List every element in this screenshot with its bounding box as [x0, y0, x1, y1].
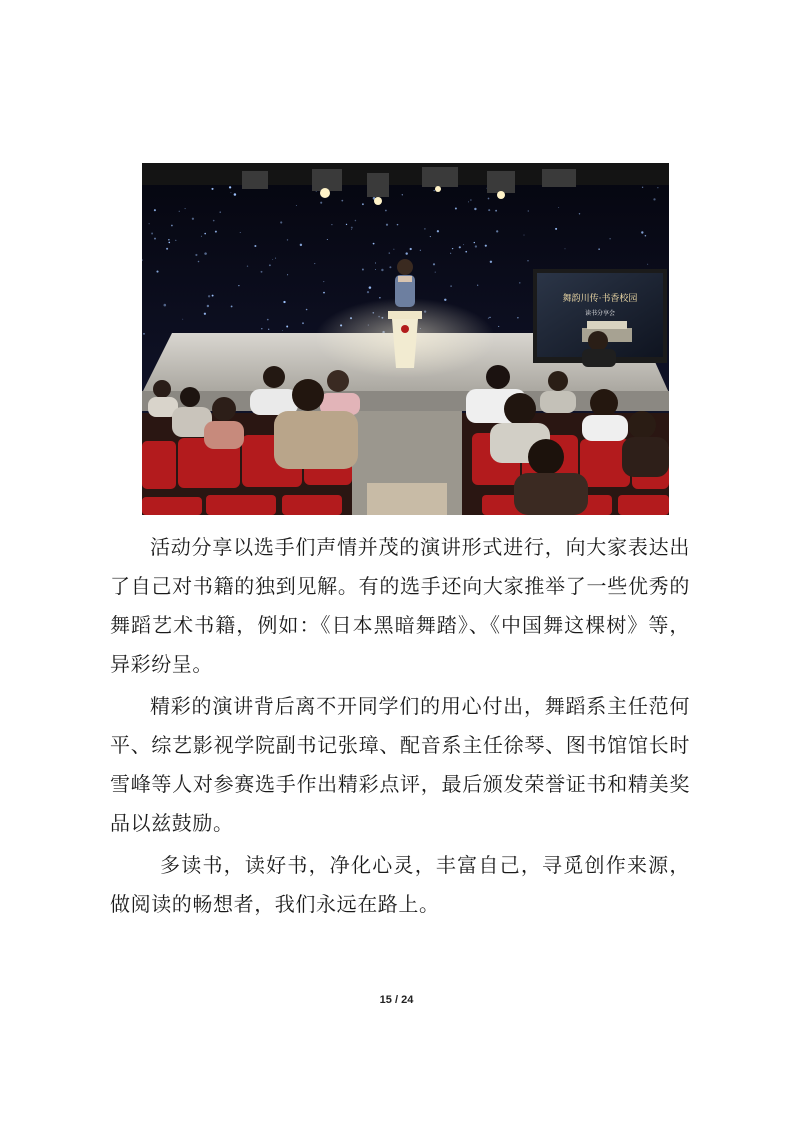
star-dot: [351, 227, 353, 229]
star-dot: [598, 248, 600, 250]
star-dot: [208, 295, 210, 297]
star-dot: [474, 242, 475, 243]
star-dot: [393, 249, 394, 250]
star-dot: [341, 200, 343, 202]
star-dot: [261, 328, 262, 329]
star-dot: [215, 231, 217, 233]
star-dot: [641, 231, 643, 233]
star-dot: [397, 224, 399, 226]
star-dot: [286, 326, 288, 328]
star-dot: [192, 218, 194, 220]
star-dot: [653, 198, 655, 200]
star-dot: [306, 309, 308, 311]
star-dot: [320, 202, 322, 204]
page-number: 15 / 24: [379, 994, 414, 1006]
star-dot: [204, 233, 206, 235]
star-dot: [434, 190, 435, 191]
star-dot: [450, 253, 451, 254]
star-dot: [327, 239, 328, 240]
star-dot: [346, 224, 347, 225]
star-dot: [287, 239, 288, 240]
star-dot: [280, 221, 282, 223]
star-dot: [389, 252, 390, 253]
star-dot: [195, 254, 197, 256]
star-dot: [154, 238, 156, 240]
star-dot: [657, 187, 658, 188]
star-dot: [179, 211, 180, 212]
star-dot: [143, 333, 145, 335]
star-dot: [164, 304, 167, 307]
star-dot: [287, 274, 288, 275]
star-dot: [331, 224, 332, 225]
star-dot: [268, 329, 269, 330]
star-dot: [229, 186, 231, 188]
star-dot: [647, 264, 648, 265]
star-dot: [488, 198, 490, 200]
star-dot: [296, 205, 297, 206]
star-dot: [198, 261, 200, 263]
star-dot: [579, 213, 580, 214]
star-dot: [149, 223, 150, 224]
star-dot: [489, 317, 490, 318]
star-dot: [154, 209, 156, 211]
star-dot: [151, 233, 153, 235]
star-dot: [385, 210, 387, 212]
star-dot: [362, 269, 364, 271]
star-dot: [204, 252, 207, 255]
svg-text:读书分享会: 读书分享会: [584, 310, 616, 317]
star-dot: [517, 317, 518, 318]
star-dot: [433, 263, 435, 265]
star-dot: [609, 238, 610, 239]
star-dot: [488, 209, 490, 211]
star-dot: [519, 282, 520, 283]
star-dot: [240, 232, 241, 233]
star-dot: [527, 260, 528, 261]
star-dot: [269, 264, 271, 266]
star-dot: [247, 266, 248, 267]
star-dot: [555, 228, 557, 230]
star-dot: [355, 220, 357, 222]
star-dot: [488, 318, 489, 319]
star-dot: [254, 245, 256, 247]
star-dot: [367, 291, 369, 293]
star-dot: [420, 250, 421, 251]
star-dot: [230, 192, 231, 193]
star-dot: [275, 258, 276, 259]
star-dot: [406, 252, 408, 254]
star-dot: [283, 301, 285, 303]
star-dot: [272, 259, 273, 260]
star-dot: [156, 271, 158, 273]
star-dot: [430, 236, 431, 237]
star-dot: [498, 326, 499, 327]
star-dot: [410, 248, 412, 250]
star-dot: [373, 243, 375, 245]
star-dot: [558, 207, 559, 208]
star-dot: [282, 330, 283, 331]
star-dot: [261, 271, 263, 273]
star-dot: [455, 207, 457, 209]
star-dot: [444, 299, 446, 301]
star-dot: [212, 295, 214, 297]
star-dot: [474, 208, 476, 210]
star-dot: [459, 246, 461, 248]
star-dot: [375, 269, 376, 270]
speaker: [395, 259, 415, 307]
star-dot: [452, 248, 453, 249]
star-dot: [182, 319, 183, 320]
star-dot: [463, 244, 464, 245]
star-dot: [437, 230, 439, 232]
star-dot: [185, 208, 186, 209]
star-dot: [386, 224, 388, 226]
star-dot: [485, 245, 487, 247]
svg-text:舞韵川传·书香校园: 舞韵川传·书香校园: [562, 294, 638, 304]
star-dot: [211, 188, 213, 190]
star-dot: [168, 242, 170, 244]
star-dot: [524, 235, 525, 236]
star-dot: [381, 269, 383, 271]
star-dot: [300, 244, 302, 246]
star-dot: [389, 266, 391, 268]
star-dot: [496, 230, 498, 232]
star-dot: [477, 285, 478, 286]
star-dot: [435, 272, 436, 273]
stage-photo-illustration: [142, 163, 669, 515]
star-dot: [475, 245, 477, 247]
star-dot: [201, 236, 202, 237]
star-dot: [528, 210, 529, 211]
star-dot: [314, 263, 315, 264]
star-dot: [168, 239, 169, 240]
event-photo: [142, 163, 669, 515]
star-dot: [495, 210, 497, 212]
star-dot: [323, 281, 324, 282]
star-dot: [362, 203, 364, 205]
star-dot: [213, 220, 215, 222]
star-dot: [379, 297, 380, 298]
star-dot: [166, 248, 168, 250]
star-dot: [565, 248, 566, 249]
star-dot: [238, 285, 239, 286]
star-dot: [234, 193, 237, 196]
star-dot: [207, 305, 209, 307]
star-dot: [369, 286, 372, 289]
star-dot: [302, 322, 304, 324]
paragraph-closing: 多读书，读好书，净化心灵，丰富自己，寻觅创作来源，做阅读的畅想者，我们永远在路上。: [110, 853, 690, 916]
star-dot: [220, 211, 221, 212]
star-dot: [204, 313, 206, 315]
star-dot: [375, 263, 376, 264]
star-dot: [171, 225, 173, 227]
star-dot: [231, 305, 233, 307]
star-dot: [642, 187, 643, 188]
star-dot: [465, 251, 467, 253]
star-dot: [424, 228, 425, 229]
paragraph-speech-comments: 精彩的演讲背后离不开同学们的用心付出，舞蹈系主任范何平、综艺影视学院副书记张璋、配音系主任徐琴、图书馆馆长时雪峰等人对参赛选手作出精彩点评，最后颁发荣誉证书和精美奖品以兹鼓励。: [110, 694, 690, 835]
star-dot: [490, 261, 492, 263]
star-dot: [450, 285, 452, 287]
star-dot: [470, 199, 472, 201]
star-dot: [468, 201, 469, 202]
star-dot: [645, 235, 647, 237]
star-dot: [402, 194, 403, 195]
star-dot: [267, 319, 269, 321]
star-dot: [351, 229, 352, 230]
star-dot: [323, 292, 325, 294]
star-dot: [175, 240, 176, 241]
paragraph-activity-sharing: 活动分享以选手们声情并茂的演讲形式进行，向大家表达出了自己对书籍的独到见解。有的选手还向大家推举了一些优秀的舞蹈艺术书籍，例如：《日本黑暗舞踏》、《中国舞这棵树》等，异彩纷呈。: [110, 535, 690, 676]
